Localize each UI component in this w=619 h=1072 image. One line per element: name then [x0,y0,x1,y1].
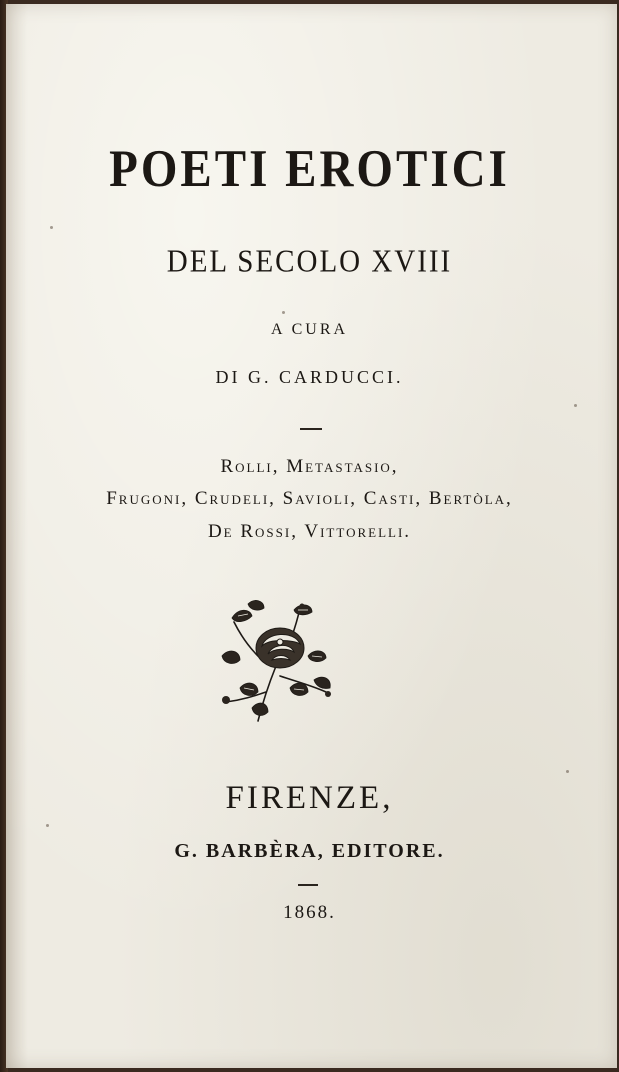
publication-place: FIRENZE, [225,780,394,816]
paper-speck [282,311,285,314]
book-title: POETI EROTICI [109,139,510,199]
book-subtitle: DEL SECOLO XVIII [166,244,453,280]
paper-speck [566,770,569,773]
paper-speck [46,824,49,827]
poets-list-line-3: De Rossi, Vittorelli. [207,521,412,542]
rose-flower-vignette-icon [218,596,338,726]
divider-rule [300,428,322,430]
paper-speck [50,226,53,229]
paper-speck [574,404,577,407]
poets-list-line-2: Frugoni, Crudeli, Savioli, Casti, Bertòla, [106,488,513,509]
editor-credit-line-1: A CURA [270,321,349,338]
poets-list-line-1: Rolli, Metastasio, [220,456,399,477]
divider-rule [298,884,318,886]
publisher-name: G. BARBÈRA, EDITORE. [174,840,445,862]
editor-credit-line-2: DI G. CARDUCCI. [215,367,404,387]
publication-year: 1868. [283,902,336,923]
